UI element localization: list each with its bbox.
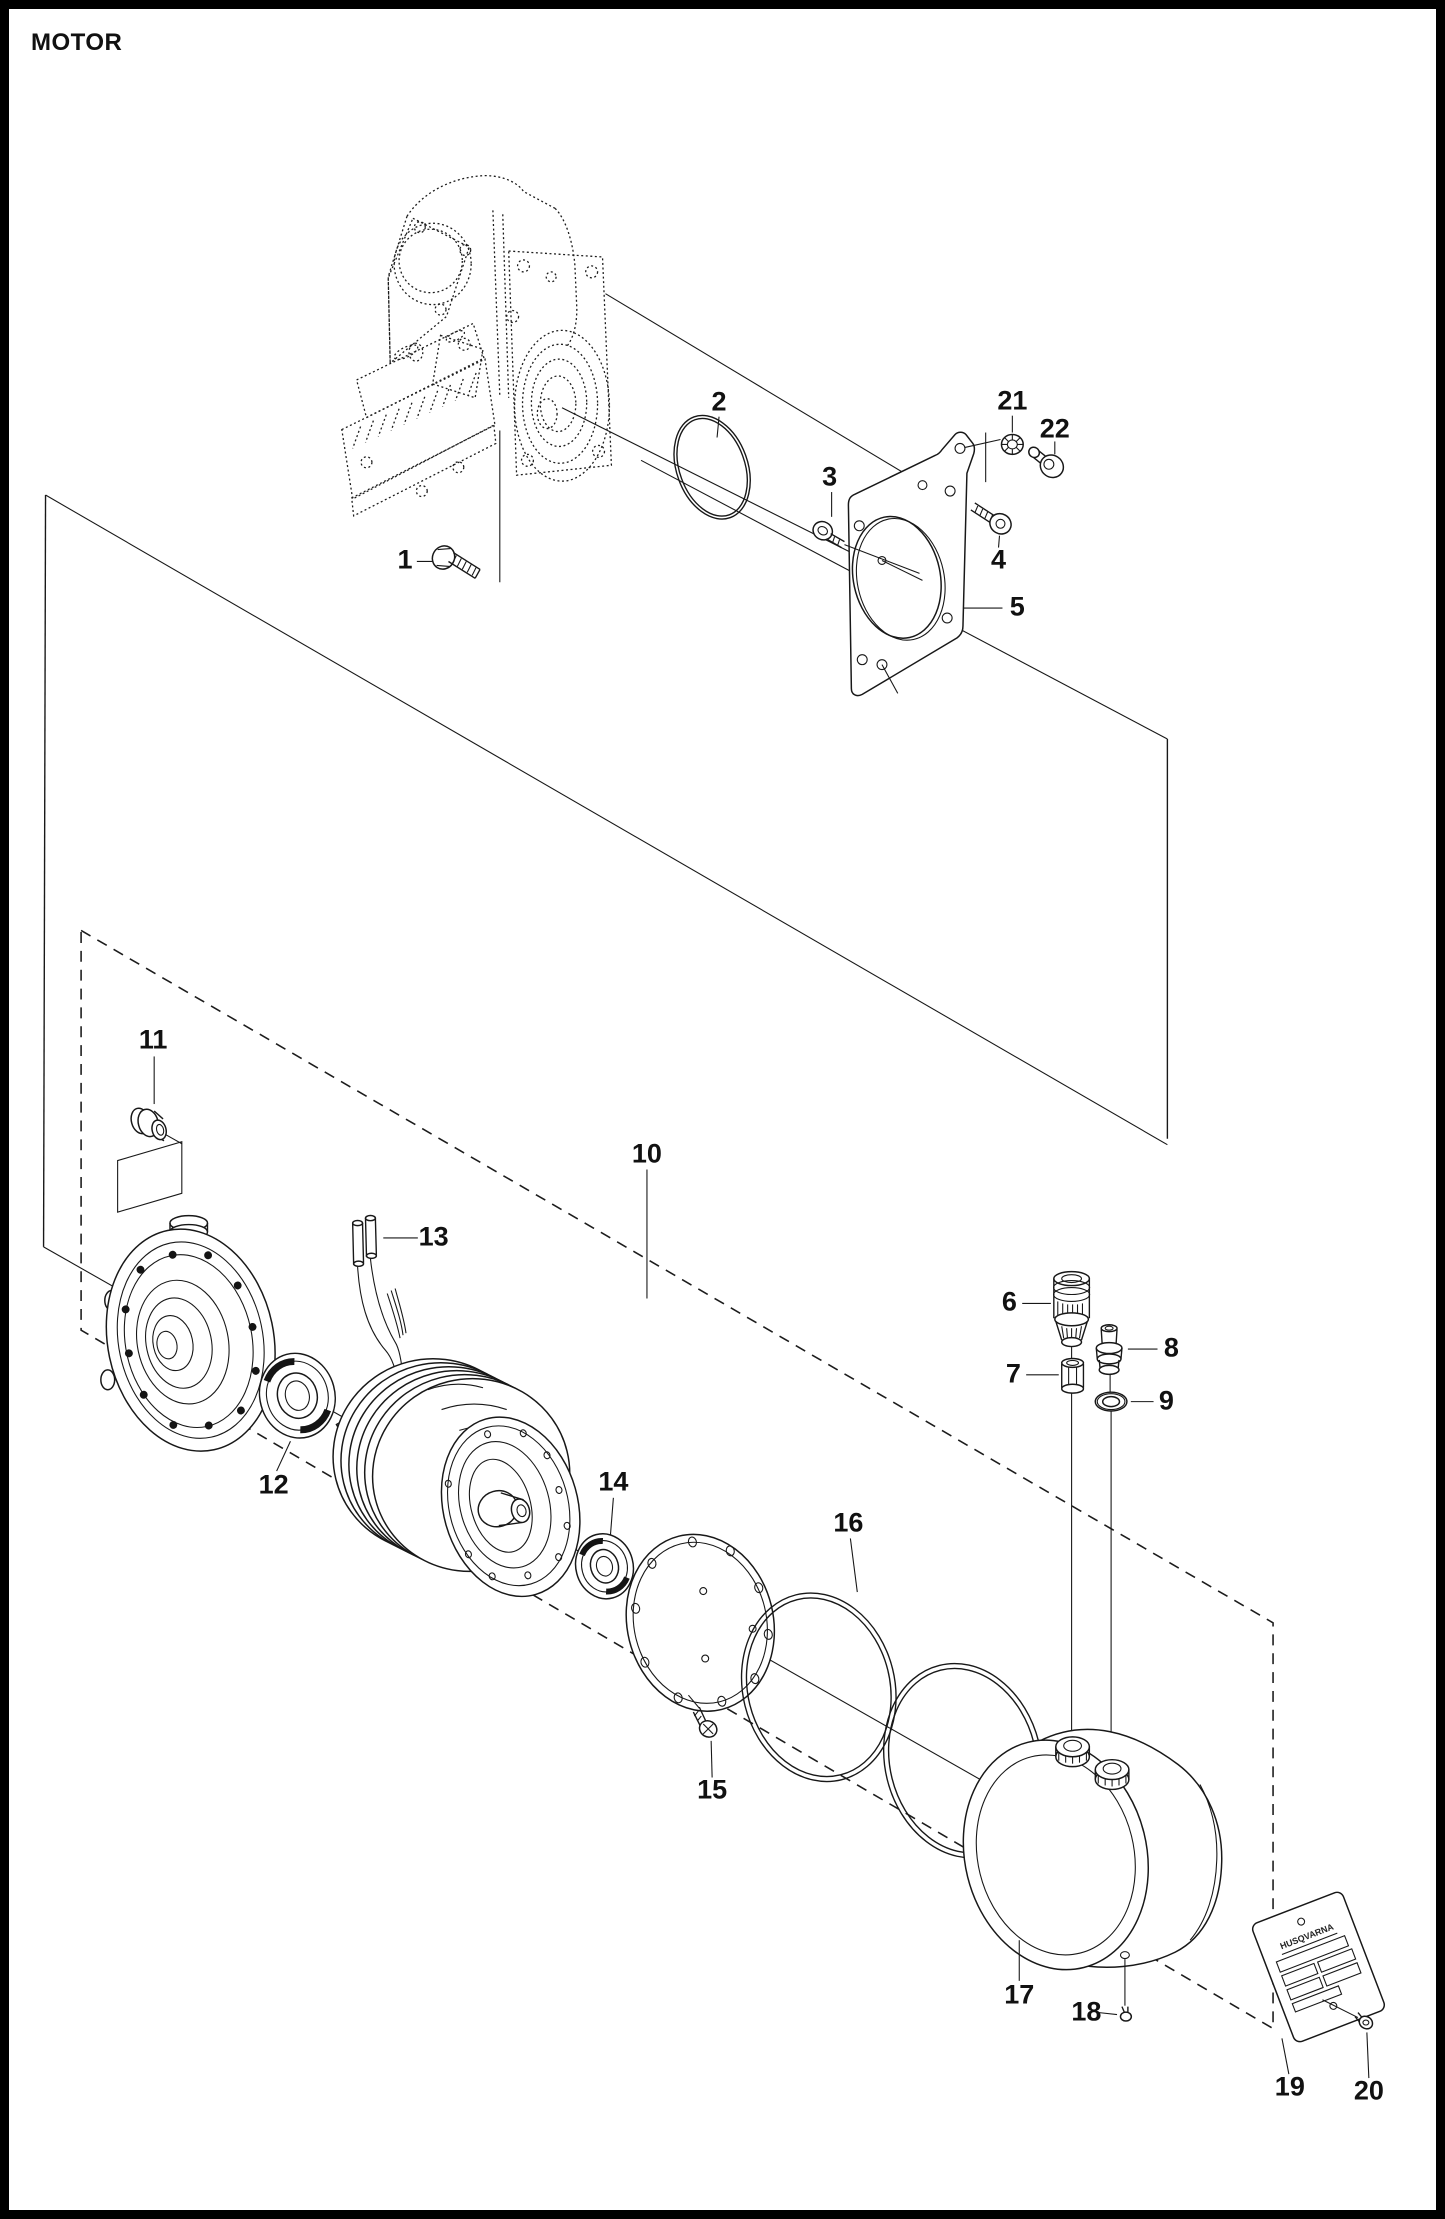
bolt-22 [1027,441,1068,482]
base-hatching [353,373,476,448]
motor-shell-17 [940,1720,1222,1989]
plug-11 [118,1056,182,1212]
part-label-5: 5 [1009,591,1025,622]
part-label-14: 14 [598,1466,629,1497]
screw-4 [971,503,1015,548]
part-label-18: 18 [1071,1995,1102,2026]
nameplate-19 [1251,1890,1387,2074]
washer-9 [1095,1392,1153,1411]
part-label-10: 10 [631,1137,662,1168]
part-label-13: 13 [418,1221,449,1252]
part-label-16: 16 [833,1506,864,1537]
nameplate-brand: HUSQVARNA [1278,1921,1335,1952]
bracket-plate-5 [842,432,1003,695]
part-label-20: 20 [1353,2075,1384,2106]
part-label-6: 6 [1001,1286,1017,1317]
motor-adapter-housing [342,176,612,583]
part-label-7: 7 [1005,1358,1021,1389]
part-label-22: 22 [1039,412,1070,443]
bolt-1 [417,542,480,579]
part-label-12: 12 [258,1469,289,1500]
part-label-9: 9 [1158,1384,1174,1415]
part-label-19: 19 [1274,2071,1305,2102]
part-label-21: 21 [997,385,1028,416]
part-label-15: 15 [697,1774,728,1805]
exploded-view-drawing [9,9,1436,2210]
o-ring-2 [660,405,763,530]
page-title: MOTOR [31,29,123,56]
bearing-plate [608,1518,793,1727]
part-label-1: 1 [397,544,413,575]
nipple-7 [1026,1358,1083,1393]
end-bell-housing [86,1213,295,1467]
part-label-4: 4 [991,544,1007,575]
part-label-2: 2 [711,386,727,417]
port-a [1056,1737,1090,1767]
wires-13 [353,1216,418,1382]
fitting-8 [1096,1325,1157,1375]
part-label-11: 11 [138,1023,168,1054]
part-label-8: 8 [1163,1332,1179,1363]
part-label-17: 17 [1004,1979,1035,2010]
screw-20 [1355,2013,1375,2078]
screw-18 [1099,1959,1131,2021]
part-label-3: 3 [822,461,838,492]
port-b [1095,1760,1129,1790]
